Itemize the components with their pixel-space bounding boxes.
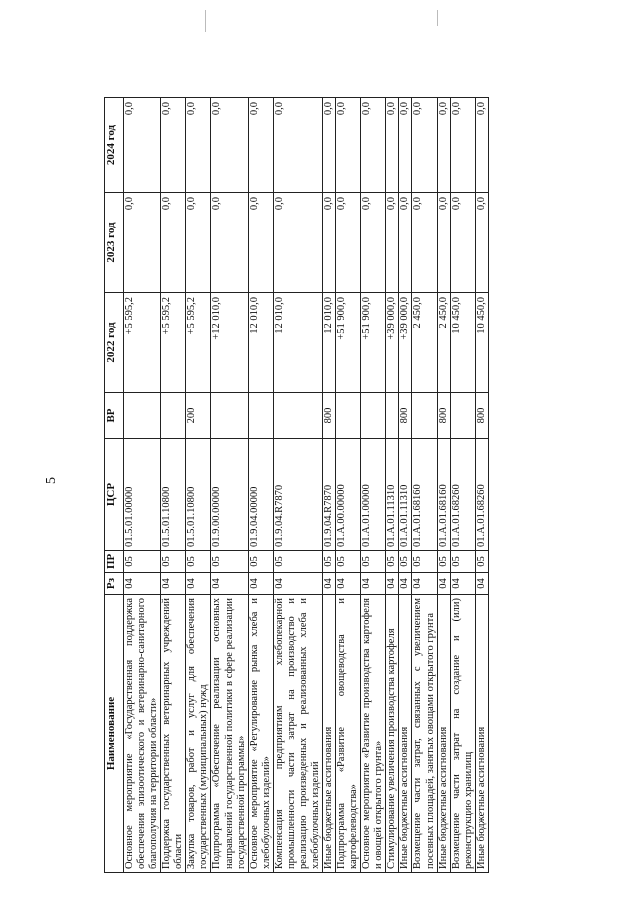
budget-table <box>104 97 489 873</box>
row-csr: 01.9.00.00000 <box>211 439 248 551</box>
row-csr: 01.A.01.68260 <box>475 439 488 551</box>
row-2023: 0,0 <box>386 193 399 293</box>
table-row <box>336 98 361 873</box>
row-name: Основное мероприятие «Регулирование рынка хлеба и хлебобулочных изделий» <box>248 595 273 873</box>
row-name: Иные бюджетные ассигнования <box>437 595 450 873</box>
row-name: Стимулирование увеличения производства картофеля <box>386 595 399 873</box>
row-csr: 01.5.01.10800 <box>186 439 211 551</box>
row-2024: 0,0 <box>399 98 412 193</box>
row-pr: 05 <box>124 551 161 573</box>
row-name: Поддержка государственных ветеринарных учреждений области <box>161 595 186 873</box>
row-2022: 12 010,0 <box>248 293 273 393</box>
table-row <box>248 98 273 873</box>
row-2023: 0,0 <box>248 193 273 293</box>
row-rz: 04 <box>450 573 475 595</box>
row-pr: 05 <box>386 551 399 573</box>
page-number: 5 <box>44 477 59 484</box>
row-2023: 0,0 <box>323 193 336 293</box>
row-2022: 12 010,0 <box>273 293 322 393</box>
row-name: Иные бюджетные ассигнования <box>475 595 488 873</box>
row-2024: 0,0 <box>323 98 336 193</box>
row-pr: 05 <box>475 551 488 573</box>
table-row <box>186 98 211 873</box>
row-2023: 0,0 <box>399 193 412 293</box>
header-name: Наименование <box>105 595 124 873</box>
row-2023: 0,0 <box>450 193 475 293</box>
header-2024: 2024 год <box>105 98 124 193</box>
row-vr: 800 <box>437 393 450 439</box>
row-2022: 12 010,0 <box>323 293 336 393</box>
rotated-table-container <box>104 98 636 873</box>
table-row <box>323 98 336 873</box>
row-2023: 0,0 <box>124 193 161 293</box>
row-pr: 05 <box>161 551 186 573</box>
header-2023: 2023 год <box>105 193 124 293</box>
row-rz: 04 <box>323 573 336 595</box>
row-2024: 0,0 <box>248 98 273 193</box>
row-vr <box>386 393 399 439</box>
table-row <box>437 98 450 873</box>
row-pr: 05 <box>361 551 386 573</box>
row-2022: +51 900,0 <box>336 293 361 393</box>
row-pr: 05 <box>450 551 475 573</box>
row-2022: +39 000,0 <box>399 293 412 393</box>
row-2023: 0,0 <box>437 193 450 293</box>
row-2023: 0,0 <box>161 193 186 293</box>
row-csr: 01.A.01.68160 <box>412 439 437 551</box>
row-vr <box>450 393 475 439</box>
table-row <box>386 98 399 873</box>
row-2024: 0,0 <box>336 98 361 193</box>
table-row <box>399 98 412 873</box>
row-rz: 04 <box>248 573 273 595</box>
row-pr: 05 <box>323 551 336 573</box>
row-vr <box>273 393 322 439</box>
row-vr <box>248 393 273 439</box>
table-row <box>412 98 437 873</box>
row-2022: +39 000,0 <box>386 293 399 393</box>
row-rz: 04 <box>386 573 399 595</box>
row-vr: 800 <box>323 393 336 439</box>
row-2023: 0,0 <box>273 193 322 293</box>
row-2023: 0,0 <box>211 193 248 293</box>
row-rz: 04 <box>273 573 322 595</box>
row-name: Основное мероприятие «Государственная поддержка обеспечения эпизоотического и ветеринарно-санитарного благополучия на территории области» <box>124 595 161 873</box>
row-vr <box>124 393 161 439</box>
row-vr <box>336 393 361 439</box>
row-name: Возмещение части затрат на создание и (или) реконструкцию хранилищ <box>450 595 475 873</box>
row-pr: 05 <box>186 551 211 573</box>
row-vr: 800 <box>399 393 412 439</box>
row-rz: 04 <box>124 573 161 595</box>
row-csr: 01.5.01.10800 <box>161 439 186 551</box>
row-vr <box>412 393 437 439</box>
row-2023: 0,0 <box>186 193 211 293</box>
row-rz: 04 <box>161 573 186 595</box>
row-2024: 0,0 <box>386 98 399 193</box>
table-row <box>475 98 488 873</box>
row-pr: 05 <box>336 551 361 573</box>
table-row <box>161 98 186 873</box>
row-rz: 04 <box>475 573 488 595</box>
row-2024: 0,0 <box>361 98 386 193</box>
row-csr: 01.9.04.R7870 <box>323 439 336 551</box>
row-csr: 01.9.04.00000 <box>248 439 273 551</box>
row-pr: 05 <box>399 551 412 573</box>
row-rz: 04 <box>437 573 450 595</box>
row-vr <box>211 393 248 439</box>
row-2023: 0,0 <box>336 193 361 293</box>
table-header-row <box>105 98 124 873</box>
row-2022: 2 450,0 <box>437 293 450 393</box>
row-2022: +5 595,2 <box>161 293 186 393</box>
row-name: Подпрограмма «Развитие овощеводства и картофелеводства» <box>336 595 361 873</box>
table-row <box>124 98 161 873</box>
row-csr: 01.5.01.00000 <box>124 439 161 551</box>
row-vr <box>361 393 386 439</box>
row-csr: 01.A.01.68160 <box>437 439 450 551</box>
header-csr: ЦСР <box>105 439 124 551</box>
row-csr: 01.A.01.11310 <box>399 439 412 551</box>
row-2022: 10 450,0 <box>450 293 475 393</box>
table-row <box>361 98 386 873</box>
row-2023: 0,0 <box>412 193 437 293</box>
row-name: Компенсация предприятиям хлебопекарной промышленности части затрат на производство и реализацию произведенных и реализованных хлеба и хлебобулочных изделий <box>273 595 322 873</box>
row-2024: 0,0 <box>475 98 488 193</box>
row-pr: 05 <box>273 551 322 573</box>
row-rz: 04 <box>361 573 386 595</box>
row-2024: 0,0 <box>161 98 186 193</box>
table-row <box>273 98 322 873</box>
row-pr: 05 <box>437 551 450 573</box>
row-2023: 0,0 <box>475 193 488 293</box>
row-2022: +12 010,0 <box>211 293 248 393</box>
row-name: Основное мероприятие «Развитие производства картофеля и овощей открытого грунта» <box>361 595 386 873</box>
row-2022: 2 450,0 <box>412 293 437 393</box>
header-pr: ПР <box>105 551 124 573</box>
row-pr: 05 <box>211 551 248 573</box>
row-2024: 0,0 <box>211 98 248 193</box>
scan-mark <box>437 10 438 26</box>
row-2022: +51 900,0 <box>361 293 386 393</box>
row-2024: 0,0 <box>437 98 450 193</box>
scan-mark <box>205 10 206 32</box>
row-vr: 200 <box>186 393 211 439</box>
row-2022: 10 450,0 <box>475 293 488 393</box>
row-rz: 04 <box>211 573 248 595</box>
row-rz: 04 <box>336 573 361 595</box>
table-row <box>450 98 475 873</box>
header-vr: ВР <box>105 393 124 439</box>
header-rz: Рз <box>105 573 124 595</box>
row-2024: 0,0 <box>273 98 322 193</box>
row-name: Закупка товаров, работ и услуг для обеспечения государственных (муниципальных) нужд <box>186 595 211 873</box>
row-csr: 01.A.01.68260 <box>450 439 475 551</box>
row-name: Иные бюджетные ассигнования <box>323 595 336 873</box>
row-2024: 0,0 <box>412 98 437 193</box>
row-csr: 01.A.00.00000 <box>336 439 361 551</box>
row-2024: 0,0 <box>124 98 161 193</box>
row-2022: +5 595,2 <box>124 293 161 393</box>
row-rz: 04 <box>412 573 437 595</box>
row-rz: 04 <box>186 573 211 595</box>
row-2023: 0,0 <box>361 193 386 293</box>
row-vr: 800 <box>475 393 488 439</box>
row-pr: 05 <box>248 551 273 573</box>
row-2024: 0,0 <box>186 98 211 193</box>
row-2024: 0,0 <box>450 98 475 193</box>
row-csr: 01.A.01.00000 <box>361 439 386 551</box>
row-pr: 05 <box>412 551 437 573</box>
row-name: Иные бюджетные ассигнования <box>399 595 412 873</box>
row-csr: 01.A.01.11310 <box>386 439 399 551</box>
row-name: Подпрограмма «Обеспечение реализации основных направлений государственной политики в сфере реализации государственной программы» <box>211 595 248 873</box>
row-vr <box>161 393 186 439</box>
row-name: Возмещение части затрат, связанных с увеличением посевных площадей, занятых овощами открытого грунта <box>412 595 437 873</box>
header-2022: 2022 год <box>105 293 124 393</box>
row-csr: 01.9.04.R7870 <box>273 439 322 551</box>
row-2022: +5 595,2 <box>186 293 211 393</box>
table-row <box>211 98 248 873</box>
row-rz: 04 <box>399 573 412 595</box>
